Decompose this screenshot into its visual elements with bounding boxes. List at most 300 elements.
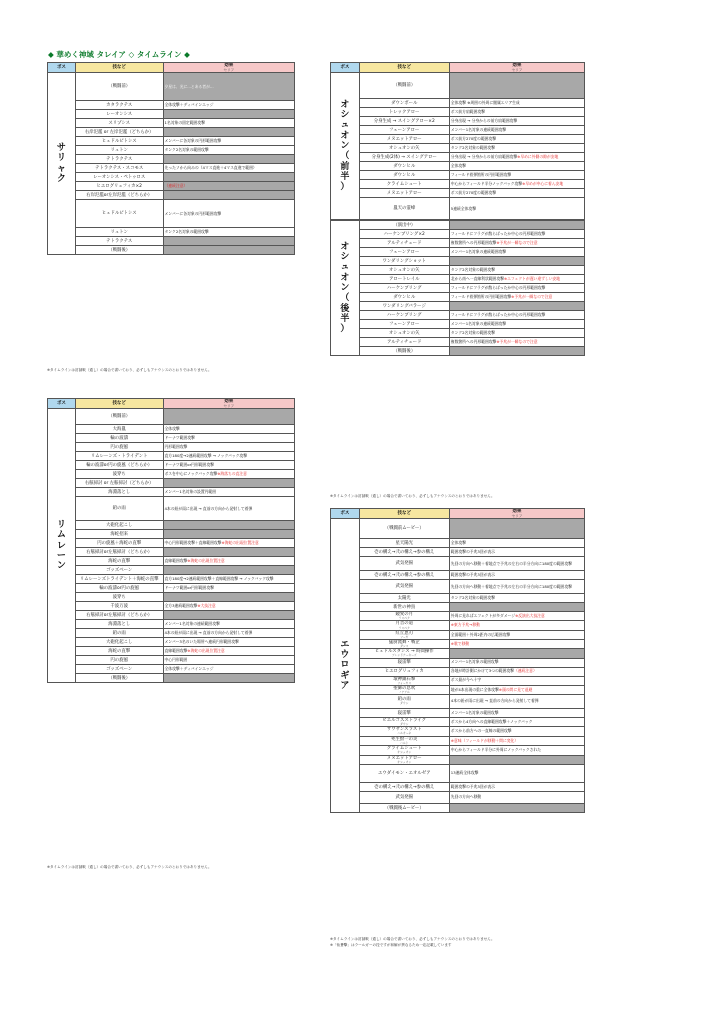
move-label: オシュオンの矢 <box>388 330 420 336</box>
effect-cell <box>449 239 584 248</box>
move-label: 海蛇の直撃 <box>108 558 131 564</box>
table-row <box>48 602 295 611</box>
effect-text: 4本の鉛が雨に出現 → 直前の方向から発射して着弾 <box>450 698 539 704</box>
effect-cell <box>449 557 584 571</box>
table-row <box>48 119 295 128</box>
move-label: 武気発揚 <box>395 795 414 801</box>
move-sub-label: ダンス <box>400 644 409 649</box>
effect-cell <box>449 347 584 356</box>
table-row <box>331 718 585 727</box>
header-move: 技など <box>75 399 163 409</box>
effect-text: 直方180度→2連続範囲攻撃 → ノックバック攻撃 <box>164 453 248 458</box>
boss-name-char: （ <box>340 293 350 304</box>
table-row <box>48 470 295 479</box>
move-name <box>75 647 163 656</box>
move-label: 太陽光 <box>397 595 411 601</box>
move-label: オシュオンの矢 <box>388 145 420 151</box>
warning-text: ※予兆が一瞬なので注意 <box>511 294 553 299</box>
effect-cell <box>163 461 294 470</box>
effect-text: メンバーに各対象の円形範囲攻撃 <box>164 138 222 143</box>
effect-cell <box>163 155 294 164</box>
move-label: ゴッズベーン <box>106 666 133 672</box>
table-row <box>48 228 295 237</box>
move-name <box>75 674 163 683</box>
move-name <box>359 676 449 685</box>
effect-text: メンバー1名対象の範囲攻撃 <box>450 709 499 715</box>
header-move: 技など <box>359 63 449 73</box>
move-name <box>75 470 163 479</box>
effect-text: ボスから前方への一直線の範囲攻撃 <box>450 728 512 734</box>
effect-cell <box>163 575 294 584</box>
move-name <box>359 284 449 293</box>
move-name <box>359 539 449 548</box>
move-name <box>359 144 449 153</box>
move-label: 壱の構え→弐の構え→参の構え <box>374 549 435 555</box>
table-row <box>48 656 295 665</box>
move-name <box>359 658 449 667</box>
table-row <box>48 443 295 452</box>
effect-cell <box>449 230 584 239</box>
table-row <box>48 629 295 638</box>
boss-name-char: （ <box>340 151 350 162</box>
effect-cell <box>163 656 294 665</box>
boss-name-char: ム <box>56 530 66 541</box>
table-row <box>48 155 295 164</box>
effect-text: 直方180度→2連続範囲攻撃＋直線範囲攻撃 → ノックバック攻撃 <box>164 576 274 581</box>
move-name <box>359 126 449 135</box>
move-label: クライムシュート <box>386 181 422 187</box>
move-label: ヒエログリュフィカ <box>384 668 424 674</box>
move-name <box>75 443 163 452</box>
boss-name-char: 前 <box>340 161 350 172</box>
table-row <box>48 548 295 557</box>
table-row <box>48 146 295 155</box>
move-label: トレックアロー <box>388 109 420 115</box>
effect-cell <box>449 792 584 804</box>
effect-cell <box>163 470 294 479</box>
effect-text: 全体攻撃 <box>164 426 180 431</box>
boss-name-char: ロ <box>340 660 350 671</box>
effect-cell <box>163 228 294 237</box>
table-row <box>331 171 585 180</box>
move-label: 右舷掃討 or 左舷掃討（どちらか） <box>84 480 154 486</box>
move-name <box>359 695 449 709</box>
header-boss: ボス <box>48 399 76 409</box>
table-row <box>331 658 585 667</box>
table-row <box>48 521 295 530</box>
effect-text: 4本の鉛が雨に出現 → 直前の方向から発射して着弾 <box>164 630 253 635</box>
move-label: 円の旋風＋海蛇の直撃 <box>97 540 142 546</box>
effect-text: 北から南へ一直線利状範囲攻撃 <box>450 276 504 281</box>
effect-text: フィールドにフラグが散らばったか中心の円形範囲攻撃 <box>450 285 546 290</box>
move-label: 武気発揚 <box>395 561 414 567</box>
table-row <box>48 593 295 602</box>
move-label: テトラクテス <box>106 156 133 162</box>
effect-text: フィールド着弾箇所の円形範囲攻撃 <box>450 294 512 299</box>
move-label: アルティチュード <box>387 339 422 345</box>
effect-text: 範囲攻撃の予兆3回が表示 <box>450 783 495 789</box>
effect-cell <box>163 452 294 461</box>
boss-name <box>48 409 76 683</box>
move-label: ワンダリングショット <box>382 258 427 264</box>
effect-text: 分身出現 → 分身からの前方扇範囲攻撃 <box>450 118 518 123</box>
header-boss: ボス <box>331 509 360 519</box>
move-label: フェーンアロー <box>389 321 420 327</box>
move-label: ハーケンブリング <box>386 285 422 291</box>
effect-text: ボス前方扇範囲攻撃 <box>450 109 485 114</box>
move-label: 新世の神鳥 <box>393 604 416 610</box>
move-name <box>75 530 163 539</box>
move-name <box>75 521 163 530</box>
table-row <box>331 221 585 230</box>
table-row <box>48 246 295 255</box>
boss-name-char: オ <box>340 99 350 110</box>
table-row <box>48 128 295 137</box>
move-name <box>75 191 163 200</box>
move-name <box>359 311 449 320</box>
effect-cell <box>449 198 584 220</box>
move-label: レーオンシス <box>106 111 133 117</box>
effect-cell <box>449 783 584 792</box>
effect-cell <box>449 727 584 736</box>
effect-text: 分身出現 → 分身からの前方扇範囲攻撃 <box>450 154 518 159</box>
move-label: 嵐天の霊峰 <box>393 206 416 212</box>
effect-cell <box>163 548 294 557</box>
effect-cell <box>449 736 584 745</box>
table-row <box>331 736 585 745</box>
effect-cell <box>449 580 584 594</box>
effect-text: 1名対象の固定範囲攻撃 <box>164 120 205 125</box>
table-row <box>331 73 585 99</box>
move-name <box>75 173 163 182</box>
effect-cell <box>449 108 584 117</box>
move-label: ハーケンブリング×2 <box>383 231 425 237</box>
table-row <box>48 638 295 647</box>
move-name <box>359 180 449 189</box>
table-row <box>48 137 295 146</box>
table-euro <box>330 508 585 813</box>
table-row <box>331 198 585 220</box>
move-label: 鉛の雨 <box>112 630 126 636</box>
move-label: アロートレイル <box>388 276 420 282</box>
move-name <box>75 656 163 665</box>
effect-cell <box>163 629 294 638</box>
effect-text: 複数箇所への円形範囲攻撃 <box>450 339 497 344</box>
table-row <box>48 164 295 173</box>
table-row <box>331 189 585 198</box>
move-label: （戦闘前） <box>108 84 131 90</box>
move-label: 寝雷撃 <box>397 659 411 665</box>
warning-text: ※早めに外側の隙が安地 <box>517 154 559 159</box>
table-row <box>331 667 585 676</box>
table-row <box>331 580 585 594</box>
move-name <box>75 128 163 137</box>
boss-name-char: サ <box>56 143 66 153</box>
warning-text: ※反演出大技注意 <box>515 613 545 619</box>
effect-cell <box>163 409 294 425</box>
effect-text: タンク2名対象の範囲攻撃 <box>450 330 495 335</box>
move-label: 寝雷撃 <box>397 710 411 716</box>
move-label: クライムシュート <box>386 746 422 752</box>
effect-cell <box>163 128 294 137</box>
move-name <box>359 239 449 248</box>
move-name <box>75 629 163 638</box>
effect-cell <box>449 266 584 275</box>
table-row <box>331 266 585 275</box>
move-label: 輪の波濤or円の旋風 <box>99 585 139 591</box>
header-effect-sub: セリフ <box>511 68 523 73</box>
effect-text: 中心からフィールド半分に外周にノックバックされた <box>450 747 542 753</box>
effect-text: ボスを中心にノックバック攻撃 <box>164 471 218 476</box>
effect-cell <box>163 602 294 611</box>
table-row <box>331 239 585 248</box>
move-sub-label: フーガ <box>400 634 409 639</box>
boss-name-char: 半 <box>340 172 350 183</box>
table-row <box>331 519 585 539</box>
effect-cell <box>163 638 294 647</box>
effect-cell <box>449 594 584 603</box>
header-effect-label: 効果 <box>224 399 234 404</box>
table-row <box>48 647 295 656</box>
header-effect-sub: セリフ <box>223 404 234 409</box>
table-rimlene <box>47 398 295 683</box>
effect-cell <box>163 530 294 539</box>
move-name <box>75 146 163 155</box>
table-row <box>331 180 585 189</box>
move-label: リムレーンズ・トライデント <box>90 453 148 459</box>
header-effect-label: 効果 <box>224 63 234 68</box>
header-effect-sub: セリフ <box>223 68 234 73</box>
move-name <box>75 73 163 101</box>
effect-cell <box>163 73 294 101</box>
move-sub-label: ダウン <box>400 701 409 706</box>
effect-cell <box>163 584 294 593</box>
warning-text: ※エフェクトが遅い違ずしい安地 <box>503 276 561 281</box>
move-sub-label: フォーカス <box>397 680 412 685</box>
move-label: 星天陽光 <box>395 540 414 546</box>
move-name <box>359 630 449 639</box>
boss-name <box>48 73 76 255</box>
move-name <box>75 200 163 228</box>
move-name <box>359 257 449 266</box>
effect-cell <box>163 566 294 575</box>
effect-cell <box>163 164 294 173</box>
table-row <box>331 695 585 709</box>
move-label: ハーケンブリング <box>386 312 422 318</box>
move-label: オシュオンの矢 <box>388 267 420 273</box>
table-oschon <box>330 62 585 356</box>
move-label: ヒュドルピトシス <box>101 138 137 144</box>
effect-text: 先回の方向へ移動＋着地点で予兆の左右の半分方向に180度の範囲攻撃 <box>450 560 572 566</box>
effect-text: 地が4本出現の重に全体攻撃 <box>450 686 499 692</box>
effect-cell <box>449 718 584 727</box>
move-name <box>75 237 163 246</box>
effect-text: フィールド着弾箇所の円形範囲攻撃 <box>450 172 512 177</box>
table-row <box>331 257 585 266</box>
table-row <box>331 630 585 639</box>
table-row <box>331 311 585 320</box>
table-row <box>331 571 585 580</box>
effect-cell <box>449 658 584 667</box>
effect-text: メンバー3名のいた場所へ連続円形範囲攻撃 <box>164 639 239 644</box>
effect-text: ボス前方270度の範囲攻撃 <box>450 190 497 195</box>
boss-name-char: オ <box>340 241 350 252</box>
table-row <box>331 557 585 571</box>
move-name <box>359 639 449 648</box>
table-row <box>48 479 295 488</box>
move-sub-label: オシュオン <box>397 759 412 764</box>
move-name <box>75 548 163 557</box>
boss-name-char: 半 <box>340 314 350 325</box>
effect-text: タンク2名対象の範囲攻撃 <box>450 595 495 600</box>
table-row <box>48 557 295 566</box>
effect-cell <box>449 171 584 180</box>
move-sub-label: ブレンドアーキーズ <box>391 653 417 658</box>
effect-cell <box>449 180 584 189</box>
move-name <box>359 266 449 275</box>
move-label: 右舷掃討or左舷掃討（どちらか） <box>86 549 153 555</box>
move-label: ヒュドルスタシス → 時間操作 <box>374 649 434 655</box>
effect-cell <box>449 804 584 813</box>
move-name <box>75 434 163 443</box>
effect-cell <box>163 521 294 530</box>
move-label: 円の旋風 <box>110 657 128 663</box>
move-sub-label: ラスペク <box>398 616 410 621</box>
move-label: 海淵落とし <box>108 621 131 627</box>
move-name <box>75 584 163 593</box>
timeline-table <box>47 398 295 683</box>
table-row <box>331 338 585 347</box>
effect-cell <box>163 173 294 182</box>
move-label: 猛厨流舞・戦企 <box>388 639 420 645</box>
table-row <box>48 620 295 629</box>
move-label: ヒュドルピトシス <box>101 211 137 217</box>
move-name <box>359 275 449 284</box>
move-label: メヌエットアロー <box>386 190 422 196</box>
boss-name-char: ン <box>340 141 350 152</box>
move-name <box>359 612 449 621</box>
table-row <box>331 302 585 311</box>
footnote-oschon: ※タイムラインは討滅戦（通し）の場合で書いており、必ずしもアナウンスのとおりではありません。 <box>330 494 495 498</box>
move-label: カタラクテス <box>106 102 133 108</box>
move-name <box>359 718 449 727</box>
table-row <box>48 611 295 620</box>
warning-text: ※海蛇の出現位置注意 <box>187 558 225 563</box>
move-sub-label: ダウン <box>400 722 409 727</box>
move-name <box>359 571 449 580</box>
effect-text: 全体攻撃 <box>450 540 466 545</box>
effect-text: メンバー1名対象の設置円範囲 <box>164 489 217 494</box>
table-row <box>331 755 585 764</box>
effect-text: ボス最が今へ十字 <box>450 677 482 683</box>
effect-cell <box>449 612 584 621</box>
move-name <box>359 329 449 338</box>
effect-cell <box>449 293 584 302</box>
move-name <box>359 745 449 755</box>
move-name <box>359 792 449 804</box>
header-effect <box>449 509 584 519</box>
boss-name-char: ア <box>340 681 350 692</box>
move-name <box>359 171 449 180</box>
table-row <box>48 566 295 575</box>
effect-cell <box>163 539 294 548</box>
move-label: 海蛇の直撃 <box>108 648 131 654</box>
move-label: ダウンボール <box>391 100 418 106</box>
effect-cell <box>449 621 584 630</box>
effect-text: ボス前方270度の範囲攻撃 <box>450 136 497 141</box>
table-row <box>48 665 295 674</box>
move-name <box>359 221 449 230</box>
effect-cell <box>163 182 294 191</box>
move-name <box>359 153 449 162</box>
effect-text: タンク2名対象の範囲攻撃 <box>164 229 209 234</box>
effect-cell <box>163 146 294 155</box>
move-name <box>75 557 163 566</box>
effect-cell <box>163 425 294 434</box>
move-label: リムレーンズトライデント＋海蛇の直撃 <box>79 576 159 582</box>
move-name <box>75 611 163 620</box>
boss-name-char: レ <box>56 540 66 551</box>
move-label: （戦闘後） <box>393 348 416 354</box>
effect-cell <box>449 248 584 257</box>
move-name <box>75 119 163 128</box>
effect-text: フィールドにフラグが散らばったか中心の円形範囲攻撃 <box>450 231 546 236</box>
table-row <box>48 191 295 200</box>
warning-text: ※海落ちの直注意 <box>217 471 247 476</box>
table-row <box>331 727 585 736</box>
effect-cell <box>163 434 294 443</box>
move-name <box>75 182 163 191</box>
move-label: 鉛の雨 <box>397 697 411 703</box>
effect-cell <box>163 557 294 566</box>
effect-text: 先回の方向へ移動 <box>450 794 482 800</box>
warning-text: ※海蛇の出現位置注意 <box>221 540 259 545</box>
effect-cell <box>163 620 294 629</box>
effect-cell <box>449 257 584 266</box>
effect-cell <box>449 189 584 198</box>
move-name <box>75 488 163 497</box>
effect-text: メンバー1名対象の連続範囲攻撃 <box>450 127 507 132</box>
boss-name-char: ウ <box>340 650 350 661</box>
effect-text: 5連続全体攻撃 <box>450 205 476 211</box>
effect-cell <box>449 667 584 676</box>
table-row <box>48 575 295 584</box>
effect-cell <box>449 519 584 539</box>
move-label: メヌエットアロー <box>386 136 422 142</box>
effect-cell <box>163 200 294 228</box>
move-name <box>359 727 449 736</box>
table-row <box>331 548 585 557</box>
move-label: 壱の構え→弐の構え→参の構え <box>374 572 435 578</box>
table-row <box>331 99 585 108</box>
move-name <box>75 164 163 173</box>
effect-text: 夕星は、光に...とある者が… <box>164 83 214 89</box>
move-label: （戦闘後） <box>108 675 131 681</box>
move-sub-label: ノナアル <box>398 689 410 694</box>
move-label: 千波万波 <box>110 603 128 609</box>
move-name <box>359 548 449 557</box>
warning-text: ※歌で移動 <box>450 640 470 646</box>
move-name <box>75 101 163 110</box>
boss-name-char: ャ <box>56 163 66 174</box>
table-row <box>331 676 585 685</box>
move-name <box>75 575 163 584</box>
table-row <box>48 434 295 443</box>
header-effect <box>163 399 294 409</box>
boss-name-char: ン <box>56 561 66 572</box>
move-name <box>359 135 449 144</box>
move-name <box>359 709 449 718</box>
